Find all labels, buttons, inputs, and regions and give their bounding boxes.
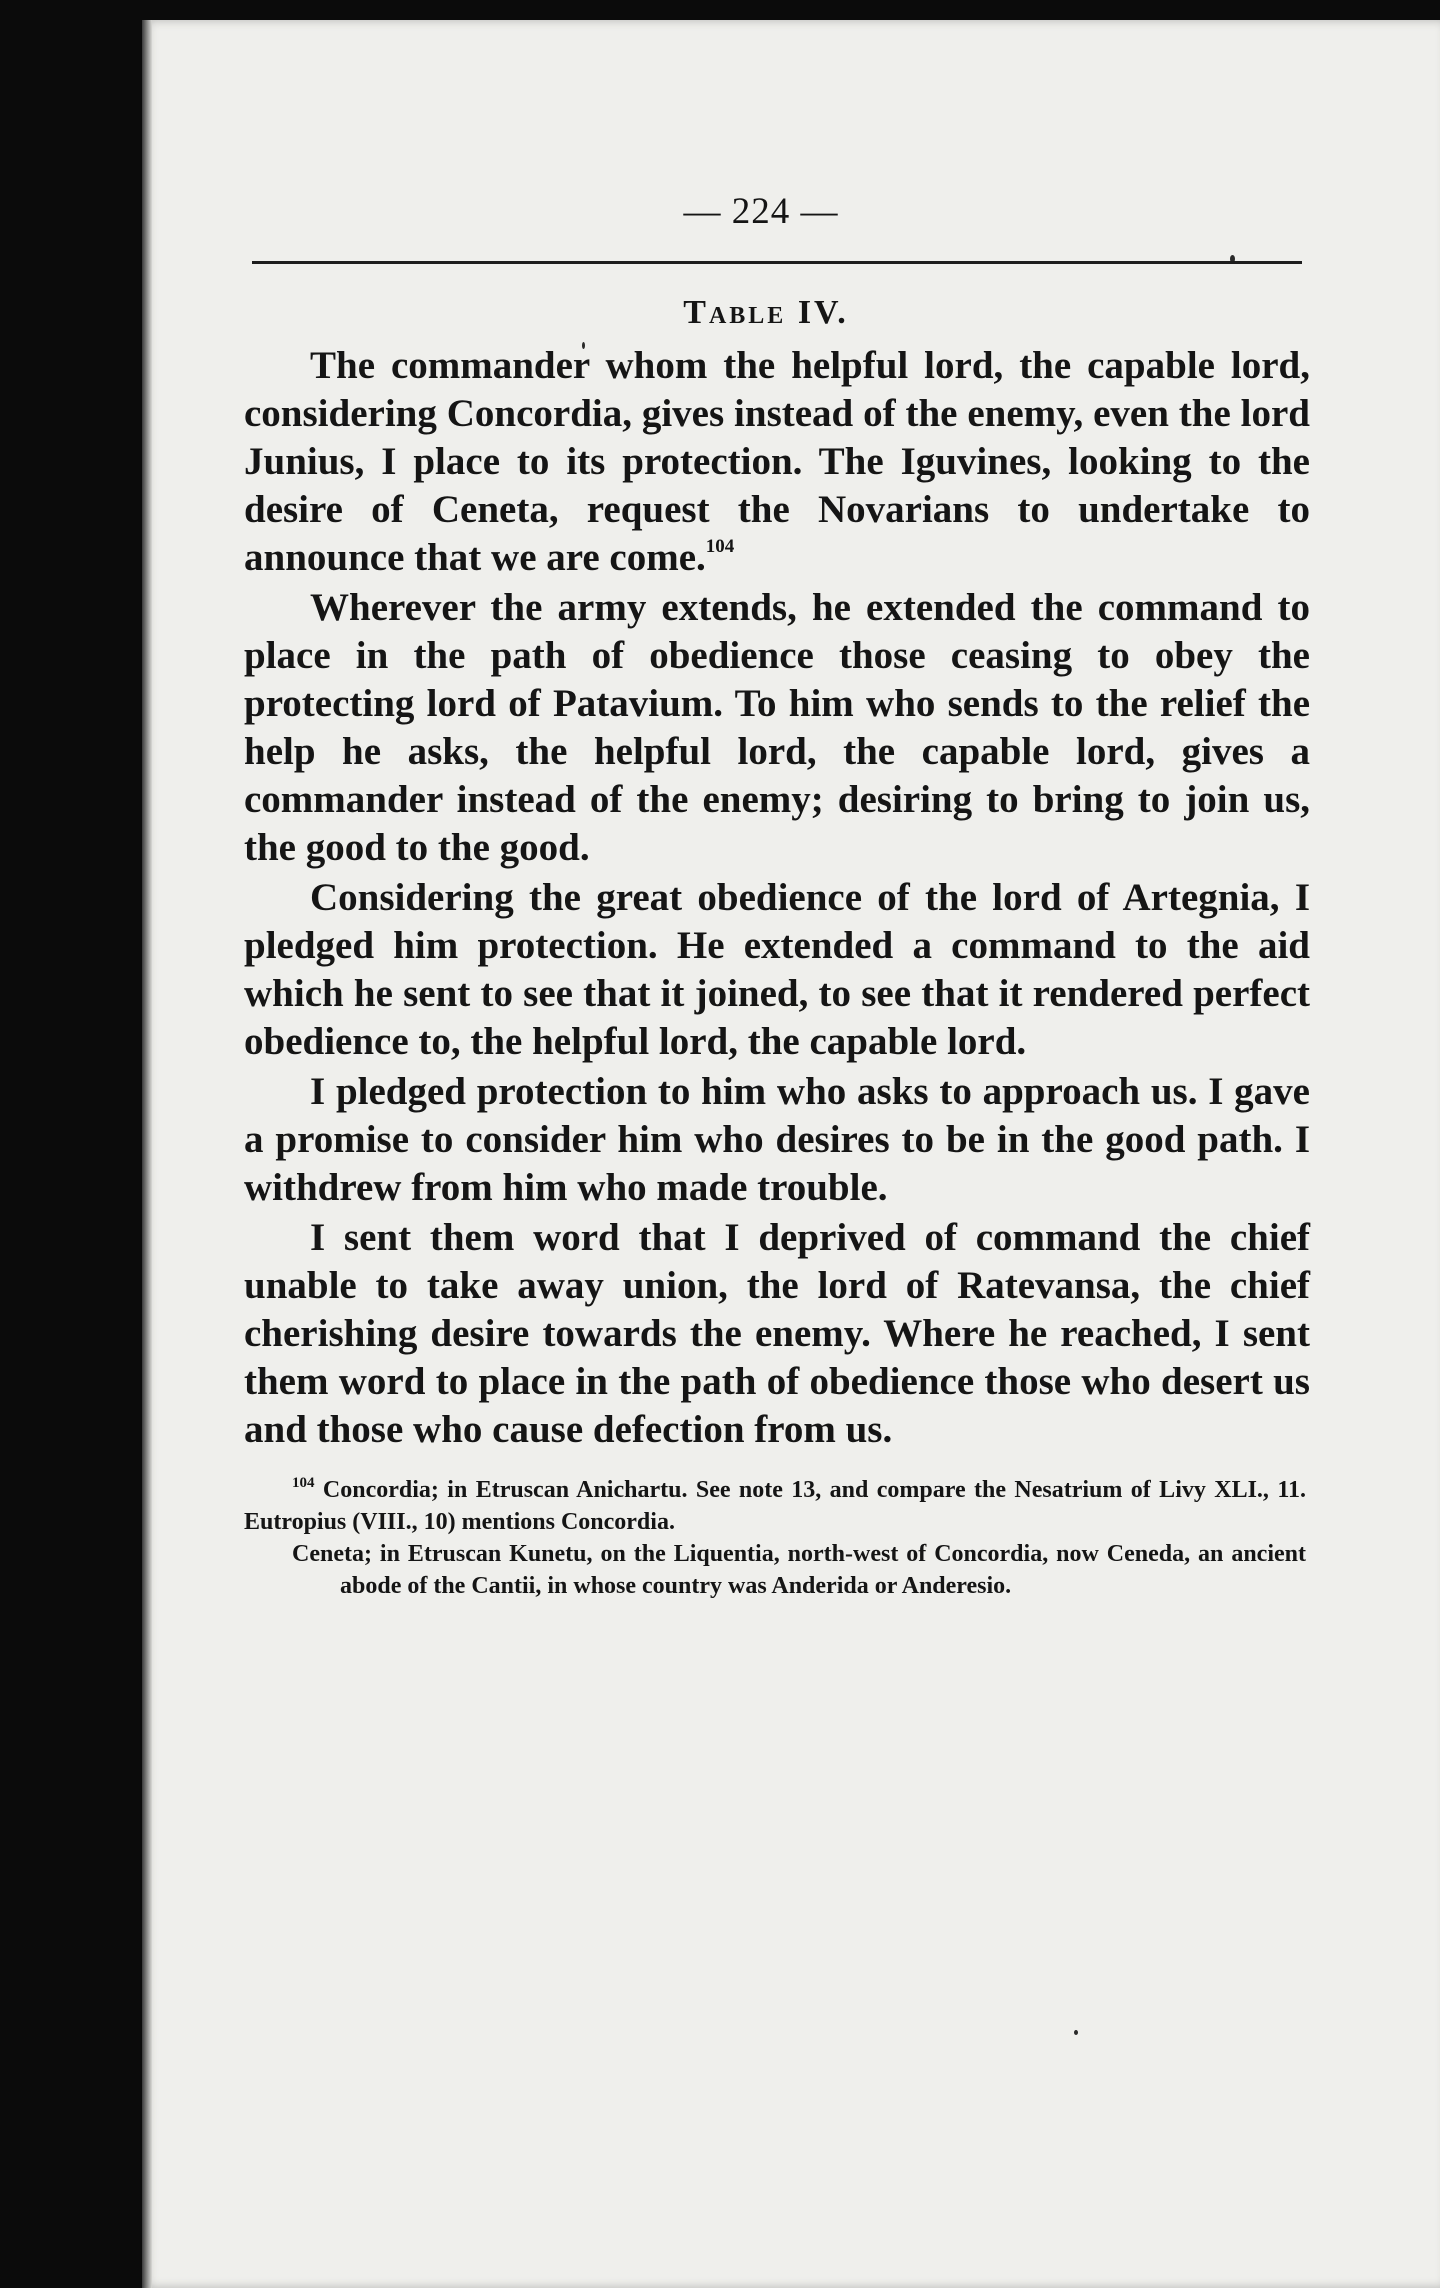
paragraph: I pledged protection to him who asks to approach us. I gave a promise to consider him who desires to be in the good path. I withdrew from him who made trouble. (244, 1070, 1310, 1209)
footnotes (232, 1474, 1330, 1602)
paragraph (232, 342, 1330, 582)
footnote-reference[interactable]: 104 (705, 536, 735, 557)
paragraph: Wherever the army extends, he extended the command to place in the path of obedience those ceasing to obey the protecting lord of Patavium. To him who sends to the relief the help he asks, the helpful lord, the capable lord, gives a commander instead of the enemy; desiring to bring to join us, the good to the good. (244, 586, 1310, 869)
page-content (232, 190, 1330, 1602)
header-rule (252, 261, 1302, 264)
footnote-text: Concordia; in Etruscan Anichartu. See note 13, and compare the Nesatrium of Livy XLI., 11. Eutropius (VIII., 10) mentions Concordia. (244, 1477, 1307, 1535)
paragraph: I sent them word that I deprived of command the chief unable to take away union, the lord of Ratevansa, the chief cherishing desire towards the enemy. Where he reached, I sent them word to place in the path of obedience those who desert us and those who cause defection from us. (244, 1216, 1310, 1451)
footnote-mark: 104 (292, 1475, 315, 1491)
footnote (244, 1474, 1306, 1538)
footnote-text: Ceneta; in Etruscan Kunetu, on the Liquentia, north-west of Concordia, now Ceneda, an ancient abode of the Cantii, in whose country was Anderida or Anderesio. (292, 1541, 1306, 1599)
paragraph-text: The commander whom the helpful lord, the capable lord, considering Concordia, gives instead of the enemy, even the lord Junius, I place to its protection. The Iguvines, looking to the desire of Ceneta, request the Novarians to undertake to announce that we are come. (244, 344, 1310, 579)
page-number: — 224 — (683, 191, 839, 232)
scan-speck (1074, 2030, 1078, 2035)
paragraph: Considering the great obedience of the lord of Artegnia, I pledged him protection. He extended a command to the aid which he sent to see that it joined, to see that it rendered perfect obedience to, the helpful lord, the capable lord. (244, 876, 1310, 1063)
page-binding-edge (142, 20, 152, 2288)
footnote (244, 1538, 1306, 1602)
section-heading: Table IV. (683, 294, 849, 331)
